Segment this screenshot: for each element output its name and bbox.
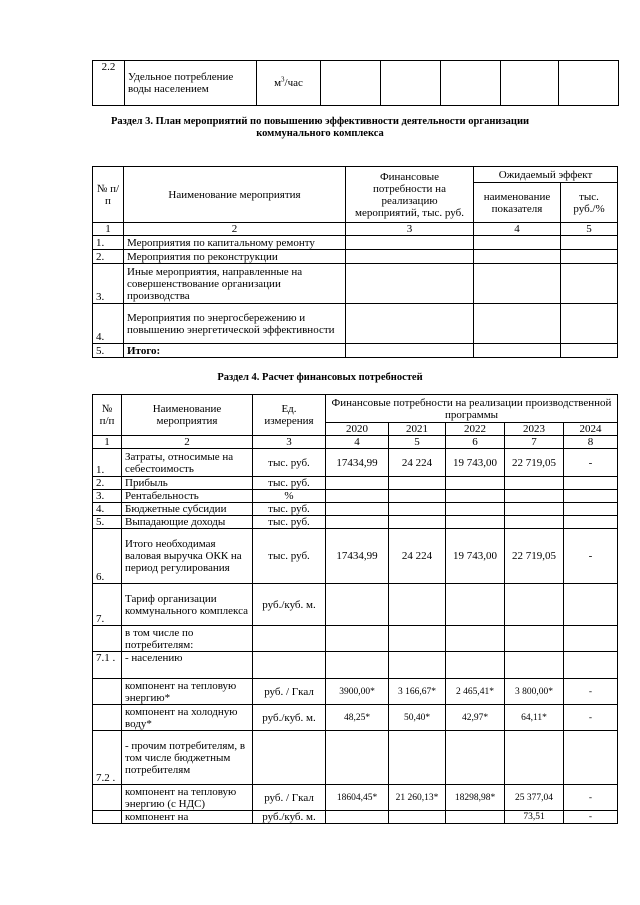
top-row-name: Удельное потребление воды населением bbox=[125, 61, 257, 106]
s3-colnum: 2 bbox=[124, 223, 346, 236]
s3-header-eff-unit: тыс. руб./% bbox=[561, 183, 618, 223]
table-row: 6. Итого необходимая валовая выручка ОКК на период регулирования тыс. руб. 17434,99 24 224 19 743,00 22 719,05 - bbox=[93, 529, 618, 584]
table-row: 2. Прибыль тыс. руб. bbox=[93, 477, 618, 490]
table-row: 1. Мероприятия по капитальному ремонту bbox=[93, 236, 618, 250]
section3-title: Раздел 3. План мероприятий по повышению эффективности деятельности организации коммунального комплекса bbox=[110, 116, 530, 139]
table-row: 7.2 . - прочим потребителям, в том числе бюджетным потребителям bbox=[93, 731, 618, 785]
s3-header-name: Наименование мероприятия bbox=[124, 167, 346, 223]
s4-colnum: 7 bbox=[505, 436, 564, 449]
table-row: 5. Выпадающие доходы тыс. руб. bbox=[93, 516, 618, 529]
table-row: 4. Бюджетные субсидии тыс. руб. bbox=[93, 503, 618, 516]
s4-header-num: № п/п bbox=[93, 395, 122, 436]
table-row: 7. Тариф организации коммунального комплекса руб./куб. м. bbox=[93, 584, 618, 626]
table-row: компонент на тепловую энергию (с НДС) руб. / Гкал 18604,45* 21 260,13* 18298,98* 25 377,04 - bbox=[93, 785, 618, 811]
table-row: 3. Иные мероприятия, направленные на совершенствование организации производства bbox=[93, 264, 618, 304]
table-row: 3. Рентабельность % bbox=[93, 490, 618, 503]
s4-year: 2024 bbox=[564, 423, 618, 436]
s3-header-effect: Ожидаемый эффект bbox=[474, 167, 618, 183]
table-row: 1. Затраты, относимые на себестоимость тыс. руб. 17434,99 24 224 19 743,00 22 719,05 - bbox=[93, 449, 618, 477]
s4-colnum: 2 bbox=[122, 436, 253, 449]
table-row: 4. Мероприятия по энергосбережению и повышению энергетической эффективности bbox=[93, 304, 618, 344]
table-row: компонент на тепловую энергию* руб. / Гкал 3900,00* 3 166,67* 2 465,41* 3 800,00* - bbox=[93, 679, 618, 705]
top-table bbox=[92, 60, 619, 106]
s4-colnum: 3 bbox=[253, 436, 326, 449]
table-row: 7.1 . - населению bbox=[93, 652, 618, 679]
top-row-num: 2.2 bbox=[93, 61, 125, 106]
s4-header-unit: Ед. измерения bbox=[253, 395, 326, 436]
section4-title: Раздел 4. Расчет финансовых потребностей bbox=[217, 372, 423, 383]
s3-header-fin: Финансовые потребности на реализацию мероприятий, тыс. руб. bbox=[346, 167, 474, 223]
s4-year: 2023 bbox=[505, 423, 564, 436]
table-row: компонент на руб./куб. м. 73,51 - bbox=[93, 811, 618, 824]
s4-colnum: 6 bbox=[446, 436, 505, 449]
table-row: в том числе по потребителям: bbox=[93, 626, 618, 652]
s3-colnum: 4 bbox=[474, 223, 561, 236]
s4-year: 2020 bbox=[326, 423, 389, 436]
s4-colnum: 5 bbox=[389, 436, 446, 449]
top-row-unit: $м^3$/час bbox=[257, 61, 321, 106]
table-row: 5. Итого: bbox=[93, 344, 618, 358]
s4-header-name: Наименование мероприятия bbox=[122, 395, 253, 436]
s3-colnum: 5 bbox=[561, 223, 618, 236]
s3-colnum: 3 bbox=[346, 223, 474, 236]
s4-colnum: 4 bbox=[326, 436, 389, 449]
table-row: компонент на холодную воду* руб./куб. м. 48,25* 50,40* 42,97* 64,11* - bbox=[93, 705, 618, 731]
s4-year: 2022 bbox=[446, 423, 505, 436]
s4-header-fin: Финансовые потребности на реализации производственной программы bbox=[326, 395, 618, 423]
table-row: 2. Мероприятия по реконструкции bbox=[93, 250, 618, 264]
section4-table bbox=[92, 394, 618, 824]
s4-year: 2021 bbox=[389, 423, 446, 436]
s4-colnum: 1 bbox=[93, 436, 122, 449]
s4-colnum: 8 bbox=[564, 436, 618, 449]
s3-header-num: № п/п bbox=[93, 167, 124, 223]
s3-colnum: 1 bbox=[93, 223, 124, 236]
section3-table bbox=[92, 166, 618, 358]
s3-header-eff-name: наименование показателя bbox=[474, 183, 561, 223]
